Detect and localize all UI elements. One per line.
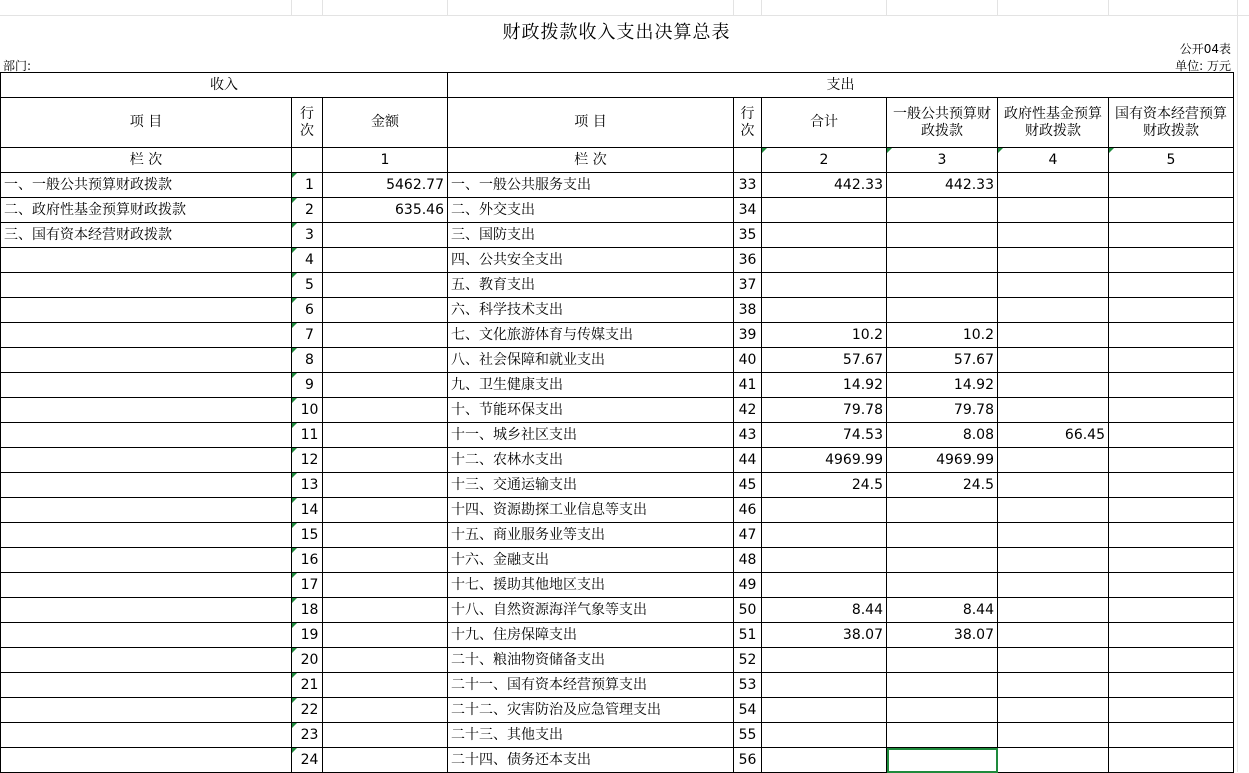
- general-budget-header: 一般公共预算财政拨款: [887, 98, 998, 148]
- state-capital-cell[interactable]: [1109, 723, 1234, 748]
- total-cell[interactable]: [762, 248, 887, 273]
- income-row-no-cell[interactable]: 20: [292, 648, 323, 673]
- gov-fund-header: 政府性基金预算财政拨款: [998, 98, 1109, 148]
- expense-row-no-cell[interactable]: 50: [734, 598, 762, 623]
- income-row-no-header: [292, 98, 323, 148]
- expense-item-cell[interactable]: 一、一般公共服务支出: [448, 173, 734, 198]
- table-row: [1, 648, 1234, 673]
- state-capital-cell[interactable]: [1109, 198, 1234, 223]
- income-amount-cell[interactable]: [323, 223, 448, 248]
- income-row-no-cell[interactable]: 18: [292, 598, 323, 623]
- total-cell[interactable]: [762, 748, 887, 773]
- income-amount-cell[interactable]: [323, 673, 448, 698]
- income-amount-cell[interactable]: [323, 748, 448, 773]
- gridline: [1237, 0, 1238, 772]
- table-row: [1, 473, 1234, 498]
- table-row: [1, 498, 1234, 523]
- expense-item-cell[interactable]: 十九、住房保障支出: [448, 623, 734, 648]
- state-capital-cell[interactable]: [1109, 573, 1234, 598]
- gov-fund-cell[interactable]: [998, 573, 1109, 598]
- total-cell[interactable]: [762, 723, 887, 748]
- table-row: [1, 348, 1234, 373]
- general-budget-cell[interactable]: [887, 198, 998, 223]
- table-row: [1, 298, 1234, 323]
- state-capital-cell[interactable]: [1109, 698, 1234, 723]
- general-budget-cell[interactable]: 38.07: [887, 623, 998, 648]
- general-budget-cell[interactable]: [887, 523, 998, 548]
- income-row-no-cell[interactable]: 1: [292, 173, 323, 198]
- state-capital-cell[interactable]: [1109, 373, 1234, 398]
- expense-row-no-cell[interactable]: 56: [734, 748, 762, 773]
- gov-fund-cell[interactable]: [998, 473, 1109, 498]
- expense-row-no-cell[interactable]: 37: [734, 273, 762, 298]
- table-row: [1, 223, 1234, 248]
- total-cell[interactable]: 38.07: [762, 623, 887, 648]
- table-row: [1, 598, 1234, 623]
- income-item-cell[interactable]: [1, 648, 292, 673]
- income-amount-header: 金额: [323, 98, 448, 148]
- expense-row-no-cell[interactable]: 52: [734, 648, 762, 673]
- col-index-4: 4: [998, 148, 1109, 173]
- income-item-cell[interactable]: [1, 448, 292, 473]
- table-row: [1, 548, 1234, 573]
- total-cell[interactable]: [762, 573, 887, 598]
- income-amount-cell[interactable]: [323, 598, 448, 623]
- income-item-cell[interactable]: [1, 548, 292, 573]
- total-cell[interactable]: [762, 298, 887, 323]
- total-cell[interactable]: 24.5: [762, 473, 887, 498]
- general-budget-cell[interactable]: [887, 723, 998, 748]
- table-row: [1, 423, 1234, 448]
- expense-row-no-cell[interactable]: 41: [734, 373, 762, 398]
- expense-row-no-cell[interactable]: 48: [734, 548, 762, 573]
- expense-item-cell[interactable]: 四、公共安全支出: [448, 248, 734, 273]
- income-row-no-cell[interactable]: 7: [292, 323, 323, 348]
- expense-row-no-cell[interactable]: 39: [734, 323, 762, 348]
- income-amount-cell[interactable]: 635.46: [323, 198, 448, 223]
- expense-item-header: 项 目: [448, 98, 734, 148]
- general-budget-cell[interactable]: [887, 298, 998, 323]
- income-item-cell[interactable]: 二、政府性基金预算财政拨款: [1, 198, 292, 223]
- expense-row-no-cell[interactable]: 47: [734, 523, 762, 548]
- state-capital-cell[interactable]: [1109, 273, 1234, 298]
- state-capital-cell[interactable]: [1109, 748, 1234, 773]
- income-item-cell[interactable]: [1, 598, 292, 623]
- general-budget-cell[interactable]: [887, 673, 998, 698]
- general-budget-cell[interactable]: [887, 223, 998, 248]
- col-index-empty: [734, 148, 762, 173]
- gridline: [733, 0, 734, 16]
- gov-fund-cell[interactable]: [998, 623, 1109, 648]
- general-budget-cell[interactable]: 442.33: [887, 173, 998, 198]
- total-cell[interactable]: [762, 648, 887, 673]
- dept-label: 部门:: [3, 59, 32, 73]
- income-header: 收入: [1, 73, 448, 98]
- gov-fund-cell[interactable]: [998, 598, 1109, 623]
- gov-fund-cell[interactable]: [998, 223, 1109, 248]
- income-row-no-cell[interactable]: 12: [292, 448, 323, 473]
- expense-row-no-cell[interactable]: 46: [734, 498, 762, 523]
- income-item-cell[interactable]: [1, 623, 292, 648]
- expense-row-no-cell[interactable]: 44: [734, 448, 762, 473]
- gridline: [291, 0, 292, 16]
- state-capital-cell[interactable]: [1109, 223, 1234, 248]
- state-capital-cell[interactable]: [1109, 598, 1234, 623]
- total-cell[interactable]: [762, 523, 887, 548]
- total-cell[interactable]: 442.33: [762, 173, 887, 198]
- income-amount-cell[interactable]: [323, 373, 448, 398]
- income-amount-cell[interactable]: [323, 323, 448, 348]
- gov-fund-cell[interactable]: [998, 198, 1109, 223]
- gov-fund-cell[interactable]: 66.45: [998, 423, 1109, 448]
- income-item-cell[interactable]: [1, 248, 292, 273]
- col-index-5: 5: [1109, 148, 1234, 173]
- expense-item-cell[interactable]: 十七、援助其他地区支出: [448, 573, 734, 598]
- income-amount-cell[interactable]: [323, 348, 448, 373]
- expense-row-no-header: [734, 98, 762, 148]
- total-cell[interactable]: 10.2: [762, 323, 887, 348]
- total-cell[interactable]: 57.67: [762, 348, 887, 373]
- col-label: 栏 次: [448, 148, 734, 173]
- income-row-no-cell[interactable]: 15: [292, 523, 323, 548]
- total-cell[interactable]: [762, 548, 887, 573]
- income-item-header: 项 目: [1, 98, 292, 148]
- income-row-no-cell[interactable]: 21: [292, 673, 323, 698]
- col-index-2: 2: [762, 148, 887, 173]
- state-capital-cell[interactable]: [1109, 423, 1234, 448]
- income-item-cell[interactable]: [1, 298, 292, 323]
- expense-row-no-cell[interactable]: 49: [734, 573, 762, 598]
- income-item-cell[interactable]: [1, 498, 292, 523]
- income-item-cell[interactable]: [1, 273, 292, 298]
- general-budget-cell[interactable]: [887, 548, 998, 573]
- income-row-no-cell[interactable]: 19: [292, 623, 323, 648]
- general-budget-cell[interactable]: 10.2: [887, 323, 998, 348]
- gridline: [1108, 0, 1109, 16]
- income-amount-cell[interactable]: [323, 473, 448, 498]
- unit-label: 单位: 万元: [1175, 59, 1231, 73]
- state-capital-cell[interactable]: [1109, 623, 1234, 648]
- income-row-no-cell[interactable]: 8: [292, 348, 323, 373]
- gov-fund-cell[interactable]: [998, 373, 1109, 398]
- general-budget-cell[interactable]: [887, 248, 998, 273]
- state-capital-cell[interactable]: [1109, 648, 1234, 673]
- total-cell[interactable]: [762, 273, 887, 298]
- expense-item-cell[interactable]: 二十、粮油物资储备支出: [448, 648, 734, 673]
- total-header: 合计: [762, 98, 887, 148]
- income-row-no-cell[interactable]: 6: [292, 298, 323, 323]
- expense-row-no-cell[interactable]: 55: [734, 723, 762, 748]
- income-row-no-cell[interactable]: 23: [292, 723, 323, 748]
- general-budget-cell[interactable]: 24.5: [887, 473, 998, 498]
- income-row-no-cell[interactable]: 9: [292, 373, 323, 398]
- expense-item-cell[interactable]: 二十四、债务还本支出: [448, 748, 734, 773]
- state-capital-cell[interactable]: [1109, 498, 1234, 523]
- gov-fund-cell[interactable]: [998, 248, 1109, 273]
- table-row: [1, 248, 1234, 273]
- state-capital-cell[interactable]: [1109, 473, 1234, 498]
- general-budget-cell[interactable]: [887, 698, 998, 723]
- expense-row-no-cell[interactable]: 53: [734, 673, 762, 698]
- col-index-3: 3: [887, 148, 998, 173]
- gridline: [0, 15, 1249, 16]
- expense-item-cell[interactable]: 十八、自然资源海洋气象等支出: [448, 598, 734, 623]
- expense-row-no-cell[interactable]: 43: [734, 423, 762, 448]
- total-cell[interactable]: [762, 223, 887, 248]
- income-row-no-cell[interactable]: 11: [292, 423, 323, 448]
- income-item-cell[interactable]: [1, 523, 292, 548]
- gov-fund-cell[interactable]: [998, 398, 1109, 423]
- income-amount-cell[interactable]: [323, 498, 448, 523]
- expense-item-cell[interactable]: 二十二、灾害防治及应急管理支出: [448, 698, 734, 723]
- gridline: [761, 0, 762, 16]
- income-row-no-cell[interactable]: 13: [292, 473, 323, 498]
- income-amount-cell[interactable]: [323, 698, 448, 723]
- expense-item-cell[interactable]: 十五、商业服务业等支出: [448, 523, 734, 548]
- state-capital-cell[interactable]: [1109, 248, 1234, 273]
- col-index-empty: [292, 148, 323, 173]
- total-cell[interactable]: 74.53: [762, 423, 887, 448]
- gridline: [322, 0, 323, 16]
- expense-row-no-cell[interactable]: 42: [734, 398, 762, 423]
- table-row: [1, 673, 1234, 698]
- header-row-2: [1, 98, 1234, 148]
- general-budget-cell[interactable]: 57.67: [887, 348, 998, 373]
- income-amount-cell[interactable]: [323, 298, 448, 323]
- table-row: [1, 173, 1234, 198]
- income-amount-cell[interactable]: [323, 248, 448, 273]
- row-no-text: 行次: [740, 105, 755, 139]
- expense-item-cell[interactable]: 三、国防支出: [448, 223, 734, 248]
- expense-row-no-cell[interactable]: 54: [734, 698, 762, 723]
- gridline: [886, 0, 887, 16]
- col-index-1: 1: [323, 148, 448, 173]
- income-item-cell[interactable]: [1, 723, 292, 748]
- table-row: [1, 523, 1234, 548]
- expense-item-cell[interactable]: 二、外交支出: [448, 198, 734, 223]
- total-cell[interactable]: 79.78: [762, 398, 887, 423]
- table-row: [1, 448, 1234, 473]
- expense-item-cell[interactable]: 十四、资源勘探工业信息等支出: [448, 498, 734, 523]
- income-row-no-cell[interactable]: 22: [292, 698, 323, 723]
- income-row-no-cell[interactable]: 10: [292, 398, 323, 423]
- income-amount-cell[interactable]: [323, 723, 448, 748]
- state-capital-cell[interactable]: [1109, 548, 1234, 573]
- expense-item-cell[interactable]: 十、节能环保支出: [448, 398, 734, 423]
- income-amount-cell[interactable]: [323, 623, 448, 648]
- expense-row-no-cell[interactable]: 38: [734, 298, 762, 323]
- expense-item-cell[interactable]: 二十三、其他支出: [448, 723, 734, 748]
- income-item-cell[interactable]: [1, 398, 292, 423]
- expense-item-cell[interactable]: 十一、城乡社区支出: [448, 423, 734, 448]
- page-title: 财政拨款收入支出决算总表: [502, 22, 731, 43]
- gridline: [997, 0, 998, 16]
- income-amount-cell[interactable]: [323, 273, 448, 298]
- row-no-text: 行次: [300, 105, 314, 139]
- income-row-no-cell[interactable]: 17: [292, 573, 323, 598]
- general-budget-cell[interactable]: [887, 498, 998, 523]
- expense-item-cell[interactable]: 九、卫生健康支出: [448, 373, 734, 398]
- state-capital-cell[interactable]: [1109, 348, 1234, 373]
- expense-row-no-cell[interactable]: 45: [734, 473, 762, 498]
- gov-fund-cell[interactable]: [998, 273, 1109, 298]
- income-item-cell[interactable]: [1, 348, 292, 373]
- state-capital-cell[interactable]: [1109, 398, 1234, 423]
- expense-item-cell[interactable]: 八、社会保障和就业支出: [448, 348, 734, 373]
- gov-fund-cell[interactable]: [998, 323, 1109, 348]
- table-row: [1, 398, 1234, 423]
- general-budget-cell[interactable]: 8.44: [887, 598, 998, 623]
- total-cell[interactable]: [762, 698, 887, 723]
- total-cell[interactable]: [762, 673, 887, 698]
- income-item-cell[interactable]: 一、一般公共预算财政拨款: [1, 173, 292, 198]
- income-amount-cell[interactable]: 5462.77: [323, 173, 448, 198]
- gov-fund-cell[interactable]: [998, 698, 1109, 723]
- table-row: [1, 323, 1234, 348]
- state-capital-cell[interactable]: [1109, 448, 1234, 473]
- total-cell[interactable]: [762, 198, 887, 223]
- income-item-cell[interactable]: [1, 698, 292, 723]
- general-budget-cell[interactable]: [887, 648, 998, 673]
- state-capital-cell[interactable]: [1109, 173, 1234, 198]
- total-cell[interactable]: [762, 498, 887, 523]
- total-cell[interactable]: 8.44: [762, 598, 887, 623]
- income-item-cell[interactable]: [1, 473, 292, 498]
- income-amount-cell[interactable]: [323, 573, 448, 598]
- gov-fund-cell[interactable]: [998, 173, 1109, 198]
- gov-fund-cell[interactable]: [998, 448, 1109, 473]
- column-index-row: [1, 148, 1234, 173]
- header-row-1: [1, 73, 1234, 98]
- state-capital-cell[interactable]: [1109, 673, 1234, 698]
- income-amount-cell[interactable]: [323, 448, 448, 473]
- income-item-cell[interactable]: [1, 323, 292, 348]
- col-label: 栏 次: [1, 148, 292, 173]
- state-capital-cell[interactable]: [1109, 298, 1234, 323]
- table-row: [1, 698, 1234, 723]
- expense-item-cell[interactable]: 七、文化旅游体育与传媒支出: [448, 323, 734, 348]
- gov-fund-cell[interactable]: [998, 298, 1109, 323]
- gov-fund-cell[interactable]: [998, 498, 1109, 523]
- income-amount-cell[interactable]: [323, 548, 448, 573]
- income-amount-cell[interactable]: [323, 523, 448, 548]
- expense-item-cell[interactable]: 二十一、国有资本经营预算支出: [448, 673, 734, 698]
- gov-fund-cell[interactable]: [998, 723, 1109, 748]
- gov-fund-cell[interactable]: [998, 348, 1109, 373]
- state-capital-cell[interactable]: [1109, 323, 1234, 348]
- general-budget-cell[interactable]: 4969.99: [887, 448, 998, 473]
- gov-fund-cell[interactable]: [998, 523, 1109, 548]
- expense-item-cell[interactable]: 五、教育支出: [448, 273, 734, 298]
- state-capital-header: 国有资本经营预算财政拨款: [1109, 98, 1234, 148]
- income-row-no-cell[interactable]: 14: [292, 498, 323, 523]
- expense-header: 支出: [448, 73, 1234, 98]
- expense-item-cell[interactable]: 十六、金融支出: [448, 548, 734, 573]
- general-budget-cell[interactable]: 14.92: [887, 373, 998, 398]
- gridline: [447, 0, 448, 16]
- expense-row-no-cell[interactable]: 34: [734, 198, 762, 223]
- income-row-no-cell[interactable]: 16: [292, 548, 323, 573]
- income-item-cell[interactable]: [1, 673, 292, 698]
- expense-row-no-cell[interactable]: 33: [734, 173, 762, 198]
- income-item-cell[interactable]: [1, 423, 292, 448]
- general-budget-cell[interactable]: [887, 748, 998, 773]
- income-row-no-cell[interactable]: 4: [292, 248, 323, 273]
- form-code: 公开04表: [1179, 42, 1231, 56]
- gov-fund-cell[interactable]: [998, 548, 1109, 573]
- gov-fund-cell[interactable]: [998, 673, 1109, 698]
- expense-row-no-cell[interactable]: 51: [734, 623, 762, 648]
- table-row: [1, 373, 1234, 398]
- expense-row-no-cell[interactable]: 40: [734, 348, 762, 373]
- income-item-cell[interactable]: [1, 373, 292, 398]
- gov-fund-cell[interactable]: [998, 748, 1109, 773]
- general-budget-cell[interactable]: [887, 573, 998, 598]
- income-row-no-cell[interactable]: 2: [292, 198, 323, 223]
- gov-fund-cell[interactable]: [998, 648, 1109, 673]
- income-amount-cell[interactable]: [323, 398, 448, 423]
- general-budget-cell[interactable]: [887, 273, 998, 298]
- income-amount-cell[interactable]: [323, 648, 448, 673]
- expense-item-cell[interactable]: 六、科学技术支出: [448, 298, 734, 323]
- general-budget-cell[interactable]: 79.78: [887, 398, 998, 423]
- table-row: [1, 573, 1234, 598]
- income-row-no-cell[interactable]: 5: [292, 273, 323, 298]
- total-cell[interactable]: 4969.99: [762, 448, 887, 473]
- expense-item-cell[interactable]: 十三、交通运输支出: [448, 473, 734, 498]
- expense-row-no-cell[interactable]: 36: [734, 248, 762, 273]
- income-row-no-cell[interactable]: 24: [292, 748, 323, 773]
- total-cell[interactable]: 14.92: [762, 373, 887, 398]
- table-row: [1, 273, 1234, 298]
- income-row-no-cell[interactable]: 3: [292, 223, 323, 248]
- income-amount-cell[interactable]: [323, 423, 448, 448]
- table-row: [1, 623, 1234, 648]
- expense-item-cell[interactable]: 十二、农林水支出: [448, 448, 734, 473]
- general-budget-cell[interactable]: 8.08: [887, 423, 998, 448]
- table-row: [1, 748, 1234, 773]
- income-item-cell[interactable]: [1, 573, 292, 598]
- income-item-cell[interactable]: 三、国有资本经营财政拨款: [1, 223, 292, 248]
- table-row: [1, 723, 1234, 748]
- income-item-cell[interactable]: [1, 748, 292, 773]
- state-capital-cell[interactable]: [1109, 523, 1234, 548]
- budget-table: [0, 72, 1234, 773]
- expense-row-no-cell[interactable]: 35: [734, 223, 762, 248]
- table-row: [1, 198, 1234, 223]
